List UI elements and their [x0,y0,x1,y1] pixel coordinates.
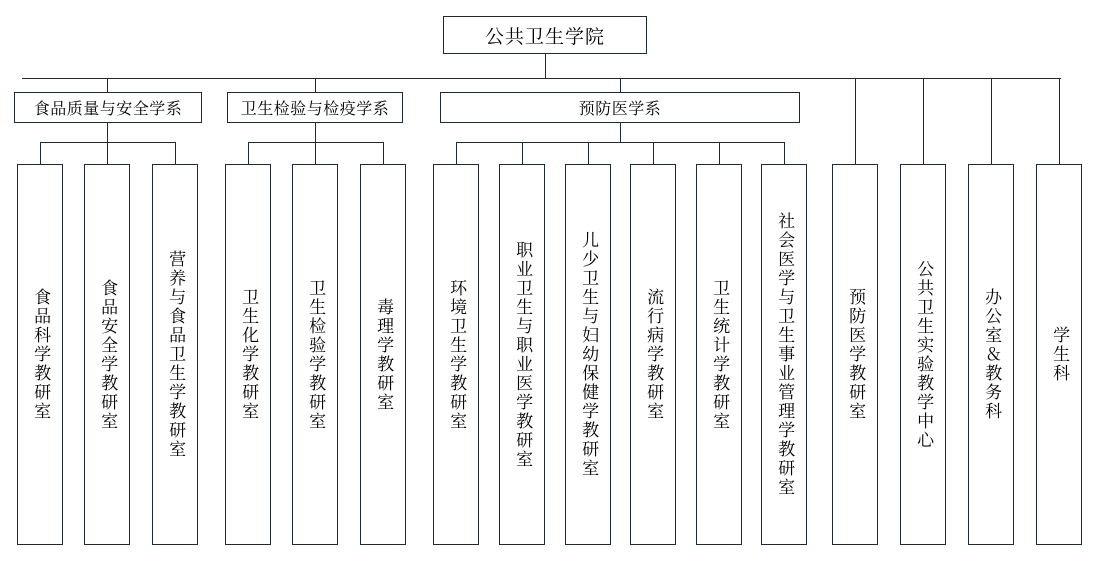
unit-label-11: 卫生统计学教研室 [710,278,730,431]
unit-node-2 [84,164,130,545]
connector-drop-leaf13 [855,78,856,164]
connector-drop-dept1 [107,78,108,92]
connector-main-bus [22,78,1061,79]
connector-root-stem [545,54,546,78]
connector-dept1-stem [107,123,108,142]
connector-drop-dept3 [620,78,621,92]
connector-dept1-drop-2 [107,142,108,164]
unit-node-12 [761,164,807,545]
unit-node-14 [900,164,946,545]
connector-dept2-drop-3 [383,142,384,164]
unit-label-15: 办公室＆教务科 [982,288,1002,421]
department-label-3: 预防医学系 [578,101,662,118]
unit-label-12: 社会医学与卫生事业管理学教研室 [775,212,795,497]
connector-drop-leaf14 [923,78,924,164]
unit-label-16: 学生科 [1050,326,1070,383]
unit-label-4: 卫生化学教研室 [239,288,259,421]
unit-label-13: 预防医学教研室 [846,288,866,421]
connector-dept3-drop-6 [784,142,785,164]
unit-node-1 [17,164,63,545]
department-node-3 [440,92,800,123]
connector-dept3-drop-3 [588,142,589,164]
department-node-2 [227,92,403,123]
unit-node-9 [565,164,611,545]
connector-drop-leaf15 [991,78,992,164]
unit-node-3 [152,164,198,545]
unit-label-7: 环境卫生学教研室 [447,278,467,431]
connector-dept3-drop-4 [653,142,654,164]
unit-label-6: 毒理学教研室 [374,297,394,412]
connector-dept1-drop-3 [175,142,176,164]
connector-dept2-drop-2 [315,142,316,164]
unit-node-8 [499,164,545,545]
unit-node-7 [433,164,479,545]
connector-dept3-drop-2 [522,142,523,164]
unit-node-16 [1036,164,1082,545]
unit-label-3: 营养与食品卫生学教研室 [166,250,186,459]
department-node-1 [14,92,202,123]
department-label-2: 卫生检验与检疫学系 [240,101,390,118]
unit-node-13 [832,164,878,545]
unit-label-14: 公共卫生实验教学中心 [914,259,934,450]
connector-dept3-bus [456,142,784,143]
unit-label-10: 流行病学教研室 [644,288,664,421]
unit-node-4 [225,164,271,545]
unit-node-10 [630,164,676,545]
connector-dept3-drop-1 [456,142,457,164]
department-label-1: 食品质量与安全学系 [33,101,183,118]
unit-label-9: 儿少卫生与妇幼保健学教研室 [579,231,599,478]
unit-node-11 [696,164,742,545]
unit-label-8: 职业卫生与职业医学教研室 [513,240,533,469]
connector-drop-dept2 [315,78,316,92]
connector-drop-leaf16 [1059,78,1060,164]
connector-dept3-drop-5 [719,142,720,164]
unit-node-5 [292,164,338,545]
unit-node-6 [360,164,406,545]
connector-dept1-drop-1 [40,142,41,164]
root-label: 公共卫生学院 [484,26,605,48]
connector-dept2-drop-1 [248,142,249,164]
connector-dept3-stem [620,123,621,142]
root-node [443,16,647,54]
unit-node-15 [968,164,1014,545]
connector-dept2-stem [315,123,316,142]
unit-label-1: 食品科学教研室 [31,288,51,421]
unit-label-2: 食品安全学教研室 [98,278,118,431]
unit-label-5: 卫生检验学教研室 [306,278,326,431]
